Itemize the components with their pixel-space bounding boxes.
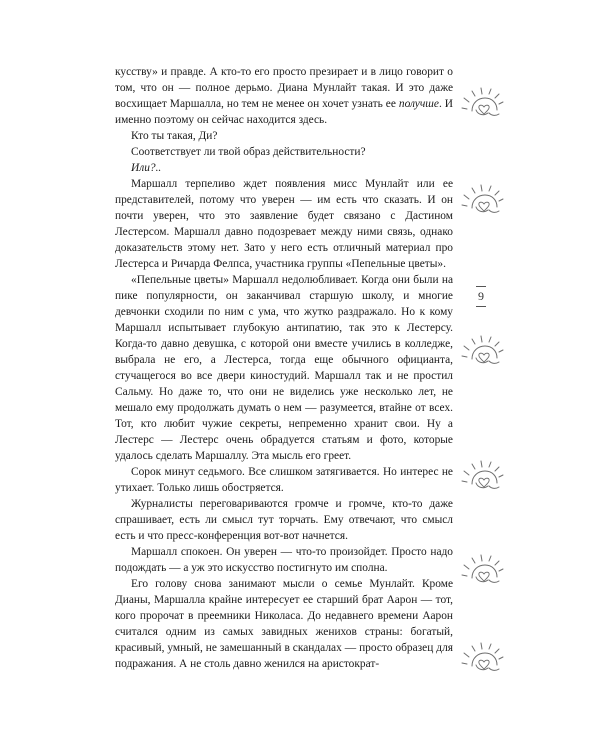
page-number xyxy=(473,286,489,307)
page-number-label: 9 xyxy=(478,289,484,303)
paragraph-text: Сорок минут седьмого. Все слишком затягивается. Но интерес не утихает. Только лишь обостряется. xyxy=(115,466,453,494)
sun-heart-icon xyxy=(458,552,504,592)
paragraph xyxy=(115,160,453,176)
paragraph-text: «Пепельные цветы» Маршалл недолюбливает. Когда они были на пике популярности, он заканчивал старшую школу, и многие девчонки сходили по ним с ума, что жутко раздражало. Но к кому Маршалл испытывает глубокую антипатию, так это к Лестерсу. Когда-то давно девушка, с которой они вместе учились в колледже, выбрала не его, а Лестерса, тогда еще обычного официанта, стучащегося во все двери киностудий. Маршалл так и не простил Сальму. Но даже то, что они не виделись уже несколько лет, не мешало ему продолжать думать о нем — разумеется, втайне от всех. Тот, кто любит чужие секреты, непременно хранит свои. Ну а Лестерс — Лестерс очень обрадуется статьям и фото, которые удалось сделать Маршаллу. Эта мысль его греет. xyxy=(115,274,453,462)
paragraph xyxy=(115,272,453,464)
italic-text: получше xyxy=(398,98,439,110)
sun-heart-icon xyxy=(458,640,504,680)
paragraph-text: . И именно поэтому он сейчас находится здесь. xyxy=(115,98,454,126)
paragraph xyxy=(115,496,453,544)
book-text xyxy=(115,64,453,672)
paragraph-text: Соответствует ли твой образ действительности? xyxy=(131,146,366,158)
paragraph-text: Маршалл спокоен. Он уверен — что-то произойдет. Просто надо подождать — а уж это искусство постигнуто им сполна. xyxy=(115,546,453,574)
sun-heart-icon xyxy=(458,182,504,222)
paragraph xyxy=(115,144,453,160)
sun-heart-icon xyxy=(458,458,504,498)
paragraph-text: Его голову снова занимают мысли о семье Мунлайт. Кроме Дианы, Маршалла крайне интересует ее старший брат Аарон — тот, кого пророчат в преемники Николаса. До недавнего времени Аарон считался одним из самых завидных женихов страны: богатый, красивый, умный, не замешанный в скандалах — просто образец для подражания. А не столь давно женился на аристократ- xyxy=(115,578,453,670)
sun-heart-icon xyxy=(458,85,504,125)
paragraph xyxy=(115,64,453,128)
paragraph-text: Кто ты такая, Ди? xyxy=(131,130,218,142)
paragraph-text: кусству» и правде. А кто-то его просто презирает и в лицо говорит о том, что он — полное дерьмо. Диана Мунлайт такая. И это даже восхищает Маршалла, но тем не менее он хочет узнать ее xyxy=(115,66,453,110)
paragraph xyxy=(115,176,453,272)
paragraph xyxy=(115,544,453,576)
paragraph-text: Журналисты переговариваются громче и громче, кто-то даже спрашивает, есть ли смысл тут торчать. Ему отвечают, что смысл есть и что пресс-конференция вот-вот начнется. xyxy=(115,498,453,542)
paragraph xyxy=(115,464,453,496)
paragraph-text: Маршалл терпеливо ждет появления мисс Мунлайт или ее представителей, потому что уверен — им есть что сказать. И он почти уверен, что это заявление будет связано с Дастином Лестерсом. Маршалл давно подозревает между ними связь, однако доказательств этому нет. Зато у него есть отличный материал про Лестерса и Ричарда Фелпса, участника группы «Пепельные цветы». xyxy=(115,178,453,270)
divider xyxy=(476,306,486,307)
paragraph xyxy=(115,128,453,144)
italic-text: Или?.. xyxy=(131,162,162,174)
divider xyxy=(476,286,486,287)
sun-heart-icon xyxy=(458,333,504,373)
paragraph xyxy=(115,576,453,672)
